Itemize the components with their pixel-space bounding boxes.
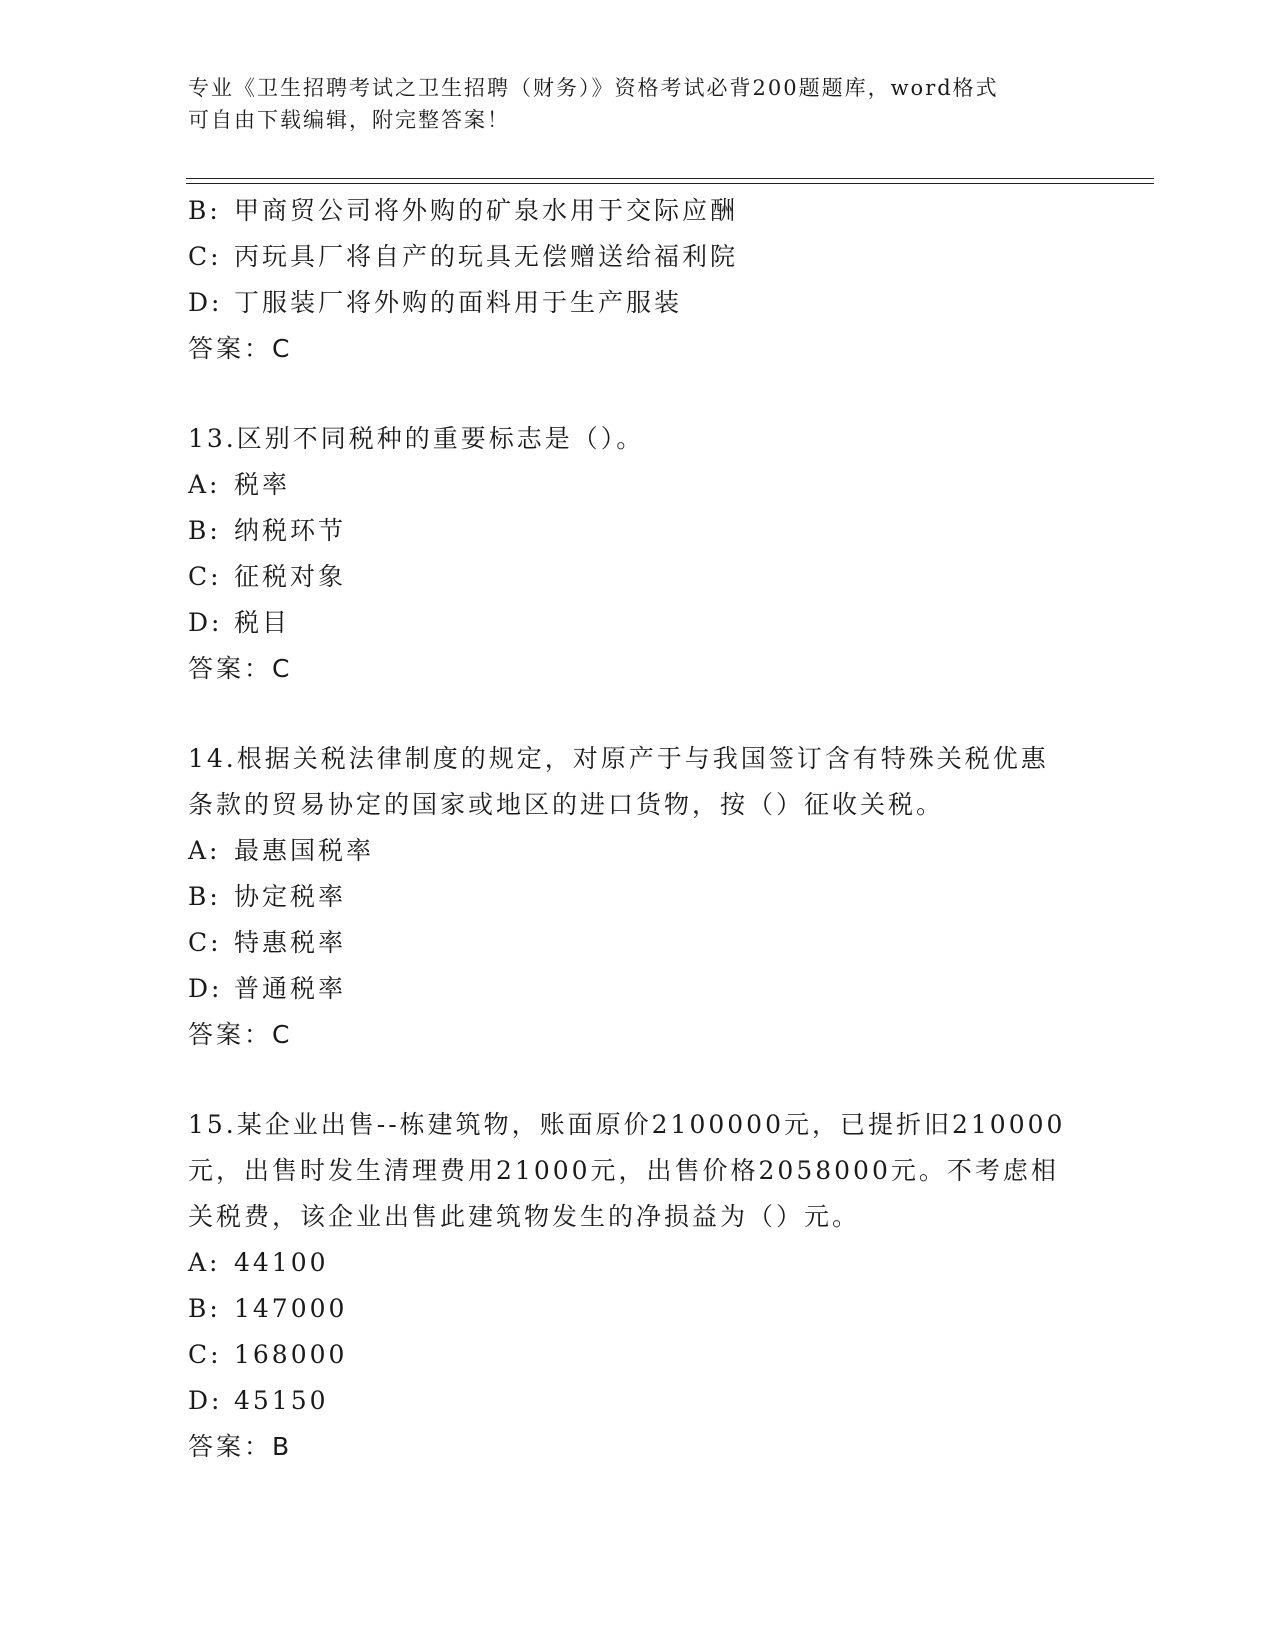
option-text: 147000	[234, 1294, 348, 1323]
header-line-1: 专业《卫生招聘考试之卫生招聘（财务）》资格考试必背200题题库，word格式	[188, 76, 999, 100]
option-b	[188, 508, 1088, 554]
question-12-tail	[188, 188, 1088, 372]
option-text: 税率	[234, 470, 291, 499]
option-label: C:	[188, 562, 222, 591]
option-text: 丙玩具厂将自产的玩具无偿赠送给福利院	[234, 242, 739, 271]
option-text: 征税对象	[234, 562, 347, 591]
option-text: 最惠国税率	[234, 836, 375, 865]
option-d	[188, 1378, 1088, 1424]
option-label: A:	[188, 1248, 221, 1277]
question-gap	[188, 372, 1088, 416]
question-stem: 元，出售时发生清理费用21000元，出售价格2058000元。不考虑相	[188, 1156, 1059, 1185]
option-text: 税目	[234, 608, 291, 637]
option-label: C:	[188, 1340, 222, 1369]
option-text: 纳税环节	[234, 516, 347, 545]
option-label: A:	[188, 470, 221, 499]
option-b	[188, 1286, 1088, 1332]
option-c	[188, 554, 1088, 600]
question-stem: 条款的贸易协定的国家或地区的进口货物，按（）征收关税。	[188, 790, 945, 819]
document-header	[188, 72, 1088, 136]
header-divider	[186, 178, 1154, 184]
option-label: B:	[188, 882, 221, 911]
option-text: 特惠税率	[234, 928, 347, 957]
option-c	[188, 234, 1088, 280]
option-label: B:	[188, 516, 221, 545]
question-stem: 13.区别不同税种的重要标志是（）。	[188, 424, 645, 453]
option-text: 44100	[234, 1248, 329, 1277]
question-13	[188, 416, 1088, 692]
option-d	[188, 966, 1088, 1012]
question-14	[188, 736, 1088, 1058]
option-label: A:	[188, 836, 221, 865]
question-list	[188, 188, 1088, 1470]
option-text: 甲商贸公司将外购的矿泉水用于交际应酬	[234, 196, 739, 225]
option-label: C:	[188, 928, 222, 957]
option-text: 协定税率	[234, 882, 347, 911]
question-gap	[188, 692, 1088, 736]
question-gap	[188, 1058, 1088, 1102]
option-a	[188, 1240, 1088, 1286]
answer: 答案：C	[188, 334, 293, 363]
header-line-2: 可自由下载编辑，附完整答案！	[188, 108, 510, 132]
question-stem: 14.根据关税法律制度的规定，对原产于与我国签订含有特殊关税优惠	[188, 744, 1049, 773]
option-text: 丁服装厂将外购的面料用于生产服装	[234, 288, 683, 317]
option-text: 普通税率	[234, 974, 347, 1003]
question-15	[188, 1102, 1088, 1470]
option-text: 45150	[234, 1386, 329, 1415]
option-c	[188, 920, 1088, 966]
option-label: D:	[188, 974, 223, 1003]
option-label: B:	[188, 1294, 221, 1323]
question-stem: 15.某企业出售--栋建筑物，账面原价2100000元，已提折旧210000	[188, 1110, 1066, 1139]
option-d	[188, 280, 1088, 326]
answer: 答案：B	[188, 1432, 293, 1461]
answer: 答案：C	[188, 654, 293, 683]
option-label: D:	[188, 608, 223, 637]
option-a	[188, 828, 1088, 874]
option-c	[188, 1332, 1088, 1378]
option-b	[188, 188, 1088, 234]
option-a	[188, 462, 1088, 508]
option-label: D:	[188, 288, 223, 317]
option-label: D:	[188, 1386, 223, 1415]
option-label: C:	[188, 242, 222, 271]
option-text: 168000	[234, 1340, 348, 1369]
answer: 答案：C	[188, 1020, 293, 1049]
question-stem: 关税费，该企业出售此建筑物发生的净损益为（）元。	[188, 1202, 861, 1231]
option-d	[188, 600, 1088, 646]
option-b	[188, 874, 1088, 920]
option-label: B:	[188, 196, 221, 225]
